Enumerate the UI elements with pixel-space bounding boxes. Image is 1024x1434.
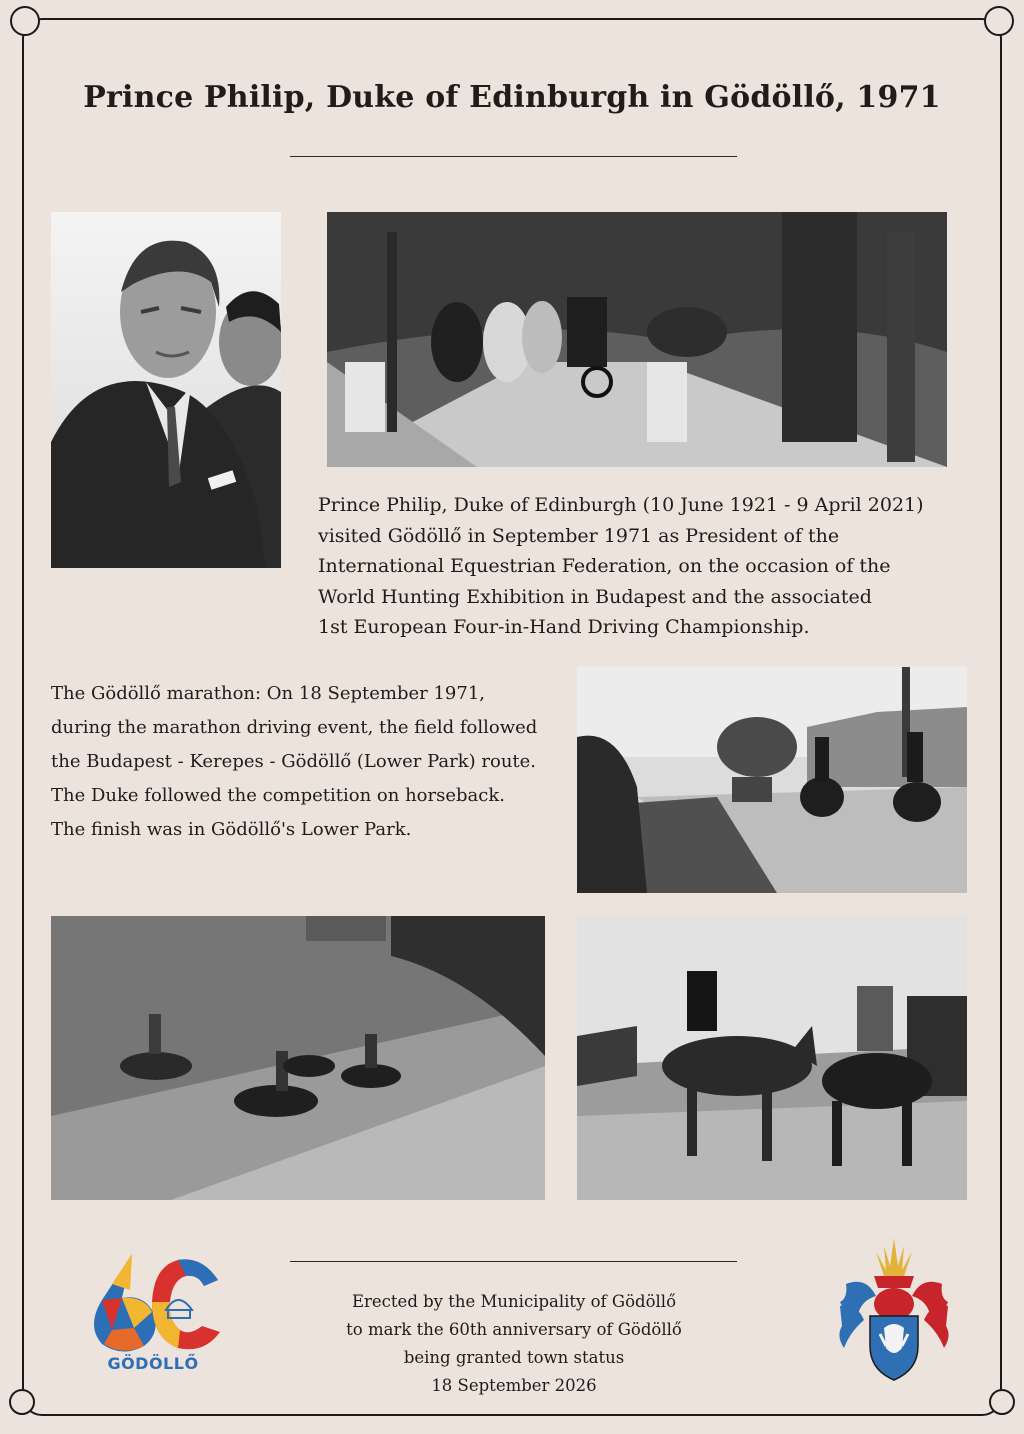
intro-line: visited Gödöllő in September 1971 as President of the xyxy=(318,524,840,547)
road-riders-photo xyxy=(577,667,967,893)
intro-line: World Hunting Exhibition in Budapest and the associated xyxy=(318,585,872,608)
field-riders-photo xyxy=(51,916,545,1200)
intro-line: International Equestrian Federation, on the occasion of the xyxy=(318,555,891,577)
footer-line: Erected by the Municipality of Gödöllő xyxy=(351,1292,676,1311)
title-divider xyxy=(290,156,737,157)
marathon-line: The Duke followed the competition on horseback. xyxy=(51,785,505,806)
marathon-line: The finish was in Gödöllő's Lower Park. xyxy=(51,819,412,840)
footer-line: being granted town status xyxy=(403,1348,625,1367)
frame-corner-bottom-left xyxy=(9,1389,35,1415)
marathon-line: the Budapest - Kerepes - Gödöllő (Lower Park) route. xyxy=(51,751,537,772)
footer-line: to mark the 60th anniversary of Gödöllő xyxy=(346,1320,682,1339)
two-horses-photo xyxy=(577,916,967,1200)
anniversary-logo xyxy=(82,1250,224,1382)
footer-line: 18 September 2026 xyxy=(431,1376,597,1395)
logo-label: GÖDÖLLŐ xyxy=(107,1354,199,1373)
marathon-line: The Gödöllő marathon: On 18 September 1971, xyxy=(51,683,485,704)
coat-of-arms-icon xyxy=(836,1236,952,1384)
marathon-text xyxy=(51,677,566,847)
portrait-photo xyxy=(51,212,281,568)
frame-corner-bottom-right xyxy=(989,1389,1015,1415)
intro-text xyxy=(318,490,958,643)
page-title: Prince Philip, Duke of Edinburgh in Gödöllő, 1971 xyxy=(83,80,941,115)
footer-inscription xyxy=(300,1288,728,1400)
marathon-line: during the marathon driving event, the field followed xyxy=(51,717,538,738)
intro-line: 1st European Four-in-Hand Driving Championship. xyxy=(318,616,810,638)
footer-divider xyxy=(290,1261,737,1262)
intro-line: Prince Philip, Duke of Edinburgh (10 June 1921 - 9 April 2021) xyxy=(318,494,924,516)
carriage-photo xyxy=(327,212,947,467)
